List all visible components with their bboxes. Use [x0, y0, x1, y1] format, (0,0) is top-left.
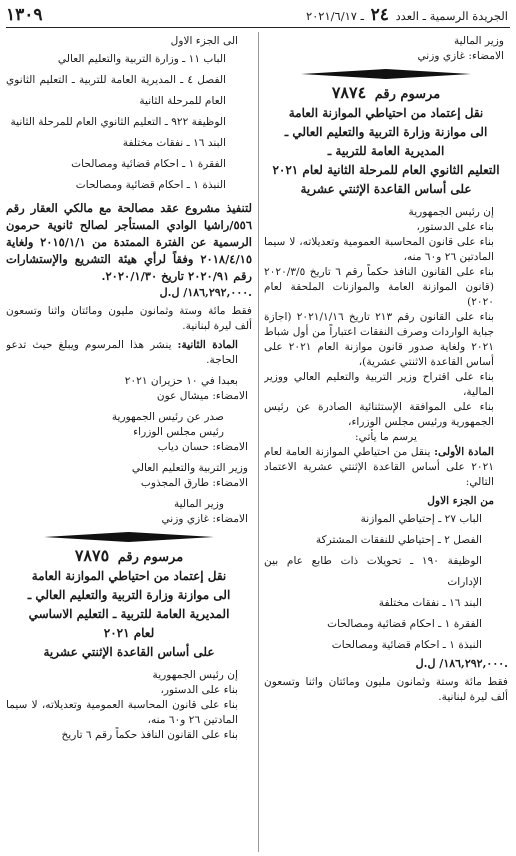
running-header — [6, 4, 508, 26]
preamble-line: بناء على الدستور، — [160, 684, 238, 696]
budget-item: الوظيفة ١٩٠ ـ تحويلات ذات طابع عام بين الإدارات — [264, 555, 482, 588]
place-date-line: بعبدا في ١٠ حزيران ٢٠٢١ — [124, 375, 238, 387]
president-signature: الامضاء: ميشال عون — [156, 390, 248, 402]
preamble-line: بناء على قانون المحاسبة العمومية وتعديلاته، لا سيما المادتين ٢٦ و٦٠ منه، — [264, 236, 494, 263]
left-column — [6, 34, 252, 854]
decree-title-line: على أساس القاعدة الإثنتي عشرية — [43, 645, 215, 659]
budget-item: الباب ١١ ـ وزارة التربية والتعليم العالي — [57, 53, 226, 65]
decree-number: ٧٨٧٤ — [331, 83, 367, 102]
decree-title-line: نقل إعتماد من احتياطي الموازنة العامة — [288, 106, 484, 120]
pm-role: رئيس مجلس الوزراء — [133, 426, 224, 438]
preamble-line: بناء على القانون النافذ حكماً رقم ٦ تاريخ — [61, 729, 238, 741]
budget-item: البند ١٦ ـ نفقات مختلفة — [122, 137, 226, 149]
finance-minister-signature: الامضاء: غازي وزني — [417, 50, 504, 62]
article-one — [264, 445, 508, 490]
budget-item: الباب ٢٧ ـ إحتياطي الموازنة — [360, 513, 482, 525]
gazette-heading — [306, 5, 508, 25]
gazette-title: الجريدة الرسمية ـ العدد — [395, 9, 508, 23]
decree-title-line: على أساس القاعدة الإثنتي عشرية — [300, 182, 472, 196]
section-separator — [6, 529, 252, 545]
budget-item: الفقرة ١ ـ احكام قضائية ومصالحات — [71, 158, 226, 170]
budget-item: الفقرة ١ ـ احكام قضائية ومصالحات — [327, 618, 482, 630]
preamble-line: بناء على الدستور، — [416, 221, 494, 233]
column-divider — [258, 32, 259, 852]
issue-date: ـ ٢٠٢١/٦/١٧ — [305, 9, 364, 23]
budget-item: الوظيفة ٩٢٢ ـ التعليم الثانوي العام للمرحلة الثانية — [10, 116, 226, 128]
article-two-text: ينشر هذا المرسوم ويبلغ حيث تدعو الحاجة. — [6, 339, 238, 366]
header-rule — [6, 27, 510, 28]
decree-heading — [264, 85, 508, 102]
budget-item: النبذة ١ ـ احكام قضائية ومصالحات — [75, 179, 226, 191]
section-separator — [264, 66, 508, 82]
transfer-amount: ١٨٦,٢٩٢,٠٠٠/ ل.ل. — [415, 657, 508, 670]
amount-in-words: فقط مائة وستة وثمانون مليون ومائتان واثنا وتسعون ألف ليرة لبنانية. — [6, 305, 252, 332]
decree-number: ٧٨٧٥ — [74, 546, 110, 565]
decree-title-line: التعليم الثانوي العام للمرحلة الثانية لعام ٢٠٢١ — [272, 163, 500, 177]
article-one-text: ينقل من احتياطي الموازنة العامة لعام ٢٠٢١ على أساس القاعدة الإثنتي عشرية الاعتماد التالي: — [264, 446, 494, 488]
transfer-amount: ١٨٦,٢٩٢,٠٠٠/ ل.ل. — [159, 286, 252, 299]
decree-title-line: المديرية العامة للتربية ـ — [327, 144, 445, 158]
finance-minister-signature: الامضاء: غازي وزني — [161, 513, 248, 525]
preamble-line: إن رئيس الجمهورية — [152, 669, 238, 681]
issued-by: صدر عن رئيس الجمهورية — [111, 411, 224, 423]
decree-label: مرسوم رقم — [374, 87, 441, 102]
pm-signature: الامضاء: حسان دياب — [157, 441, 248, 453]
decree-label: مرسوم رقم — [117, 550, 184, 565]
education-minister-role: وزير التربية والتعليم العالي — [131, 462, 248, 474]
decree-title-line: لعام ٢٠٢١ — [103, 626, 155, 640]
finance-minister-role: وزير المالية — [173, 498, 224, 510]
from-section-heading: من الجزء الاول — [427, 495, 494, 507]
article-one-label: المادة الأولى: — [434, 446, 494, 458]
decree-title-line: المديرية العامة للتربية ـ التعليم الاساسي — [28, 607, 230, 621]
issue-number: ٢٤ — [370, 5, 389, 25]
preamble-line: بناء على القانون النافذ حكماً رقم ٦ تاريخ ٢٠٢٠/٣/٥ (قانون الموازنة العامة والموازنات الملحقة لعام ٢٠٢٠) — [264, 266, 494, 308]
decree-heading — [6, 548, 252, 565]
amount-in-words: فقط مائة وستة وثمانون مليون ومائتان واثنا وتسعون ألف ليرة لبنانية. — [264, 676, 508, 703]
preamble-line: بناء على قانون المحاسبة العمومية وتعديلاته، لا سيما المادتين ٢٦ و٦٠ منه، — [6, 699, 238, 726]
decree-title-line: الى موازنة وزارة التربية والتعليم العالي ـ — [27, 588, 231, 602]
budget-item: الفصل ٢ ـ إحتياطي للنفقات المشتركة — [315, 534, 482, 546]
preamble-line: يرسم ما يأتي: — [355, 431, 417, 443]
budget-item: البند ١٦ ـ نفقات مختلفة — [378, 597, 482, 609]
finance-minister-role: وزير المالية — [453, 35, 504, 47]
budget-item: الفصل ٤ ـ المديرية العامة للتربية ـ التعليم الثانوي العام للمرحلة الثانية — [6, 74, 226, 107]
purpose-statement: لتنفيذ مشروع عقد مصالحة مع مالكي العقار رقم ٥٥٦/راشيا الوادي المستأجر لصالح ثانوية حرمون الرسمية عن الفترة الممتدة من ٢٠١٥/١/١ ولغاية ٢٠١٨/٤/١٥ وفقاً لرأي هيئة التشريع والإستشارات رقم ٢٠٢٠/٩١ تاريخ ٢٠٢٠/١/٣٠. — [6, 201, 252, 283]
preamble-line: بناء على الموافقة الإستثنائية الصادرة عن رئيس الجمهورية ورئيس مجلس الوزراء، — [264, 401, 494, 428]
article-two-label: المادة الثانية: — [177, 339, 238, 351]
decree-title-line: الى موازنة وزارة التربية والتعليم العالي ـ — [284, 125, 488, 139]
to-section-heading: الى الجزء الاول — [170, 35, 238, 47]
diamond-rule-icon — [301, 69, 471, 79]
diamond-rule-icon — [44, 532, 214, 542]
article-two — [6, 338, 252, 368]
page-number: ١٣٠٩ — [6, 5, 43, 25]
preamble-line: بناء على اقتراح وزير التربية والتعليم العالي ووزير المالية، — [264, 371, 494, 398]
preamble-line: إن رئيس الجمهورية — [408, 206, 494, 218]
decree-title-line: نقل إعتماد من احتياطي الموازنة العامة — [31, 569, 227, 583]
right-column — [264, 34, 508, 854]
preamble-line: بناء على القانون رقم ٢١٣ تاريخ ٢٠٢١/١/١٦ (اجازة جباية الواردات وصرف النفقات اعتباراً من أول شباط ٢٠٢١ ولغاية صدور قانون موازنة العام ٢٠٢١ على أساس القاعدة الاثنتي عشرية)، — [264, 311, 494, 368]
education-minister-signature: الامضاء: طارق المجذوب — [140, 477, 248, 489]
budget-item: النبذة ١ ـ احكام قضائية ومصالحات — [331, 639, 482, 651]
